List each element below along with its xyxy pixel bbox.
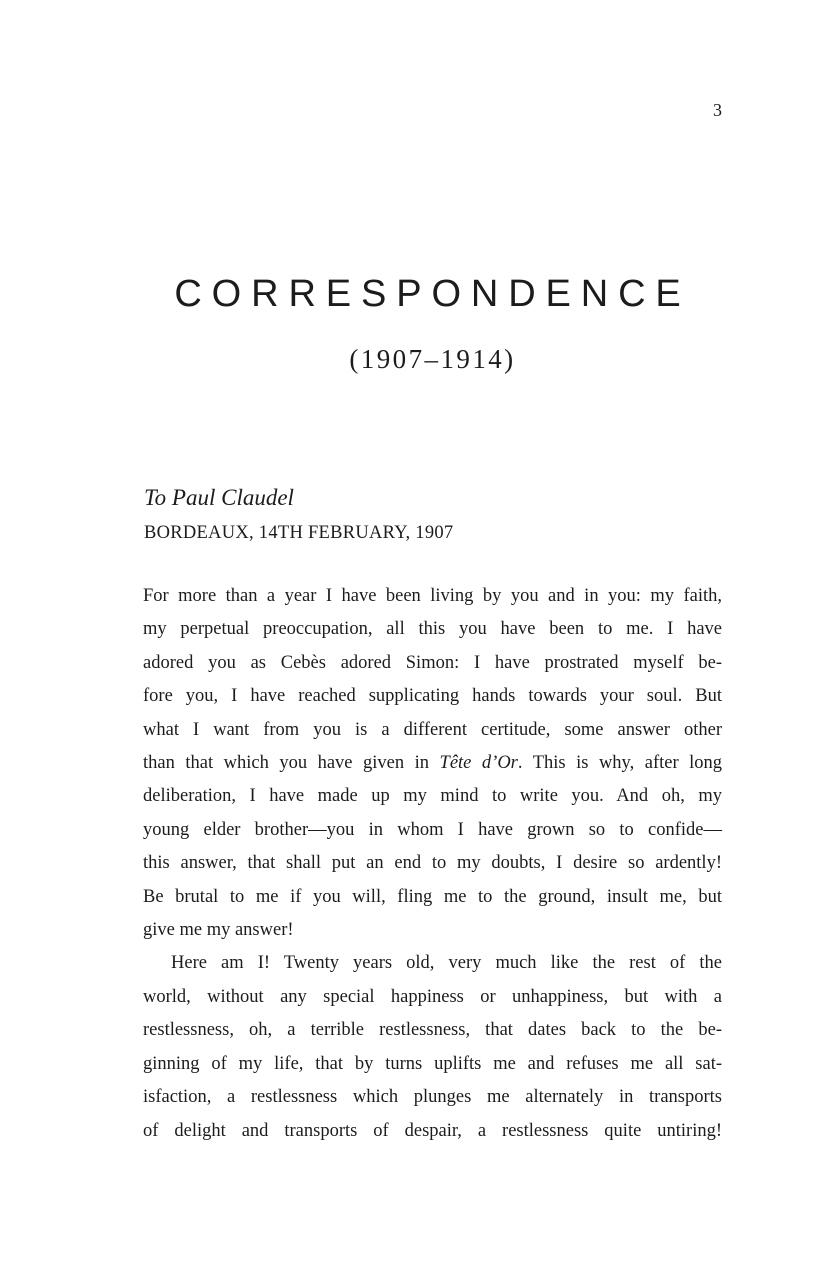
section-title: CORRESPONDENCE xyxy=(174,273,691,315)
text-segment: Be brutal to me if you will, fling me to the ground, insult me, but xyxy=(143,886,722,907)
page-number: 3 xyxy=(713,100,722,120)
letter-salutation: To Paul Claudel xyxy=(144,485,294,510)
text-line xyxy=(143,580,722,613)
text-segment: For more than a year I have been living by you and in you: my faith, xyxy=(143,586,722,606)
letter-dateline: BORDEAUX, 14TH FEBRUARY, 1907 xyxy=(144,523,454,543)
text-segment: restlessness, oh, a terrible restlessness, that dates back to the be- xyxy=(143,1020,722,1041)
text-segment: fore you, I have reached supplicating hands towards your soul. But xyxy=(143,686,722,707)
text-line xyxy=(143,613,722,646)
text-line xyxy=(143,647,722,680)
paragraph xyxy=(143,947,722,1147)
text-segment: of delight and transports of despair, a restlessness quite untiring! xyxy=(143,1120,722,1141)
text-segment: isfaction, a restlessness which plunges me alternately in transports xyxy=(143,1087,722,1108)
text-segment: deliberation, I have made up my mind to write you. And oh, my xyxy=(143,786,722,807)
text-line xyxy=(143,847,722,880)
text-segment: Here am I! Twenty years old, very much like the rest of the xyxy=(171,953,722,974)
section-subtitle: (1907–1914) xyxy=(349,344,516,374)
text-line xyxy=(143,1081,722,1114)
text-line xyxy=(143,1014,722,1047)
paragraph xyxy=(143,580,722,947)
text-line xyxy=(143,814,722,847)
text-line xyxy=(143,714,722,747)
text-segment: adored you as Cebès adored Simon: I have prostrated myself be- xyxy=(143,652,722,673)
text-segment: this answer, that shall put an end to my doubts, I desire so ardently! xyxy=(143,853,722,874)
text-line xyxy=(143,947,722,980)
text-line xyxy=(143,680,722,713)
text-segment: world, without any special happiness or unhappiness, but with a xyxy=(143,986,722,1007)
work-title-italic: Tête d’Or xyxy=(439,753,518,774)
text-segment: young elder brother—you in whom I have grown so to confide— xyxy=(143,819,722,840)
text-segment: ginning of my life, that by turns uplifts me and refuses me all sat- xyxy=(143,1053,722,1074)
text-line xyxy=(143,881,722,914)
text-line xyxy=(143,1048,722,1081)
text-line xyxy=(143,780,722,813)
text-line xyxy=(143,981,722,1014)
text-segment: what I want from you is a different certitude, some answer other xyxy=(143,719,722,740)
letter-body xyxy=(143,580,722,1148)
text-segment: give me my answer! xyxy=(143,920,294,941)
text-line xyxy=(143,914,722,947)
text-segment: than that which you have given in xyxy=(143,753,440,774)
text-segment: . This is why, after long xyxy=(517,753,723,774)
text-line xyxy=(143,747,722,780)
text-line xyxy=(143,1115,722,1148)
text-segment: my perpetual preoccupation, all this you have been to me. I have xyxy=(143,619,722,640)
